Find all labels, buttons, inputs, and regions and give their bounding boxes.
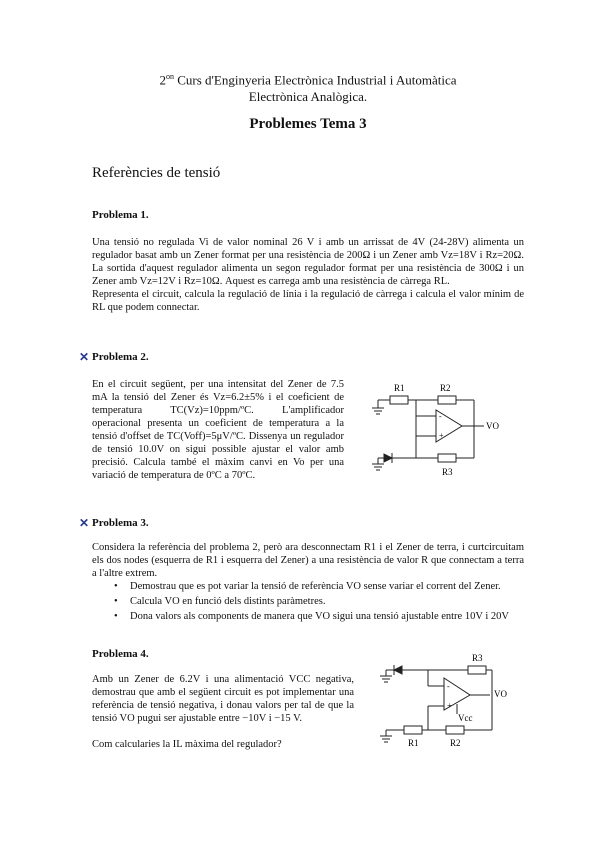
section-heading: Referències de tensió <box>92 165 221 181</box>
problem-4-circuit-diagram <box>368 648 518 758</box>
opamp-minus: - <box>439 412 442 421</box>
problem-1-paragraph: Representa el circuit, calcula la regulació de línia i la regulació de càrrega i calcula el valor mínim de RL que podem connectar. <box>92 289 524 313</box>
r3-label: R3 <box>442 467 453 477</box>
x-mark-icon: ✕ <box>79 516 90 530</box>
r2-label: R2 <box>450 738 461 748</box>
course-title: Curs d'Enginyeria Electrònica Industrial i Automàtica <box>174 72 457 88</box>
problem-4-body <box>92 673 354 751</box>
problem-2-circuit-diagram <box>360 376 510 486</box>
course-number: 2 <box>159 72 166 88</box>
list-item: • Calcula VO en funció dels distints paràmetres. <box>100 594 540 609</box>
opamp-plus: + <box>439 431 444 440</box>
problem-2-title: Problema 2. <box>92 351 149 363</box>
vo-label: VO <box>486 421 499 431</box>
list-item: • Demostrau que es pot variar la tensió de referència VO sense variar el corrent del Zener. <box>100 579 540 594</box>
problem-2-body: En el circuit següent, per una intensitat del Zener de 7.5 mA la tensió del Zener és Vz=6.2±5% i el coeficient de temperatura TC(Vz)=10ppm/ºC. L'amplificador operacional presenta un coeficient de temperatura a la tensió d'offset de TC(Voff)=5μV/ºC. Dissenya un regulador de tensió 10.0V on sigui possible ajustar el valor amb precisió. Calcula també el màxim canvi en Vo per una variació de temperatura de 0ºC a 70ºC. <box>92 379 344 481</box>
r1-label: R1 <box>408 738 419 748</box>
course-header <box>0 72 616 88</box>
opamp-plus: + <box>447 701 452 710</box>
problem-4-title: Problema 4. <box>92 648 149 660</box>
problem-1-title: Problema 1. <box>92 209 149 221</box>
problem-1-body <box>92 236 524 314</box>
vcc-label: Vcc <box>458 713 473 723</box>
problem-1-paragraph: Una tensió no regulada Vi de valor nominal 26 V i amb un arrissat de 4V (24-28V) alimenta un regulador basat amb un Zener format per una resistència de 200Ω i un Zener amb Vz=18V i Rz=20Ω. La sortida d'aquest regulador alimenta un segon regulador format per una resistència de 300Ω i un Zener amb Vz=12V i Rz=10Ω. Aquest es carrega amb una resistència de càrrega RL. <box>92 237 524 287</box>
course-superscript: on <box>166 72 174 81</box>
opamp-minus: - <box>447 682 450 691</box>
x-mark-icon: ✕ <box>79 350 90 364</box>
vo-label: VO <box>494 689 507 699</box>
problem-3-body: Considera la referència del problema 2, però ara desconnectam R1 i el Zener de terra, i curtcircuitam els dos nodes (esquerra de R1 i esquerra del Zener) a una resistència de valor R que connectam a terra a l'altre extrem. <box>92 542 524 579</box>
subject-title: Electrònica Analògica. <box>248 89 368 104</box>
r2-label: R2 <box>440 383 451 393</box>
problem-4-paragraph: Amb un Zener de 6.2V i una alimentació VCC negativa, demostrau que amb el següent circuit es pot implementar una referència de tensió negativa, i donau valors per tal de que la tensió VO pugui ser ajustable entre −10V i −15 V. <box>92 674 354 724</box>
list-item: • Dona valors als components de manera que VO sigui una tensió ajustable entre 10V i 20V <box>100 609 540 624</box>
r3-label: R3 <box>472 653 483 663</box>
problem-3-bullets <box>100 579 540 624</box>
problem-4-paragraph: Com calcularies la IL màxima del regulador? <box>92 739 282 750</box>
r1-label: R1 <box>394 383 405 393</box>
page-title: Problemes Tema 3 <box>249 116 367 132</box>
problem-3-title: Problema 3. <box>92 517 149 529</box>
